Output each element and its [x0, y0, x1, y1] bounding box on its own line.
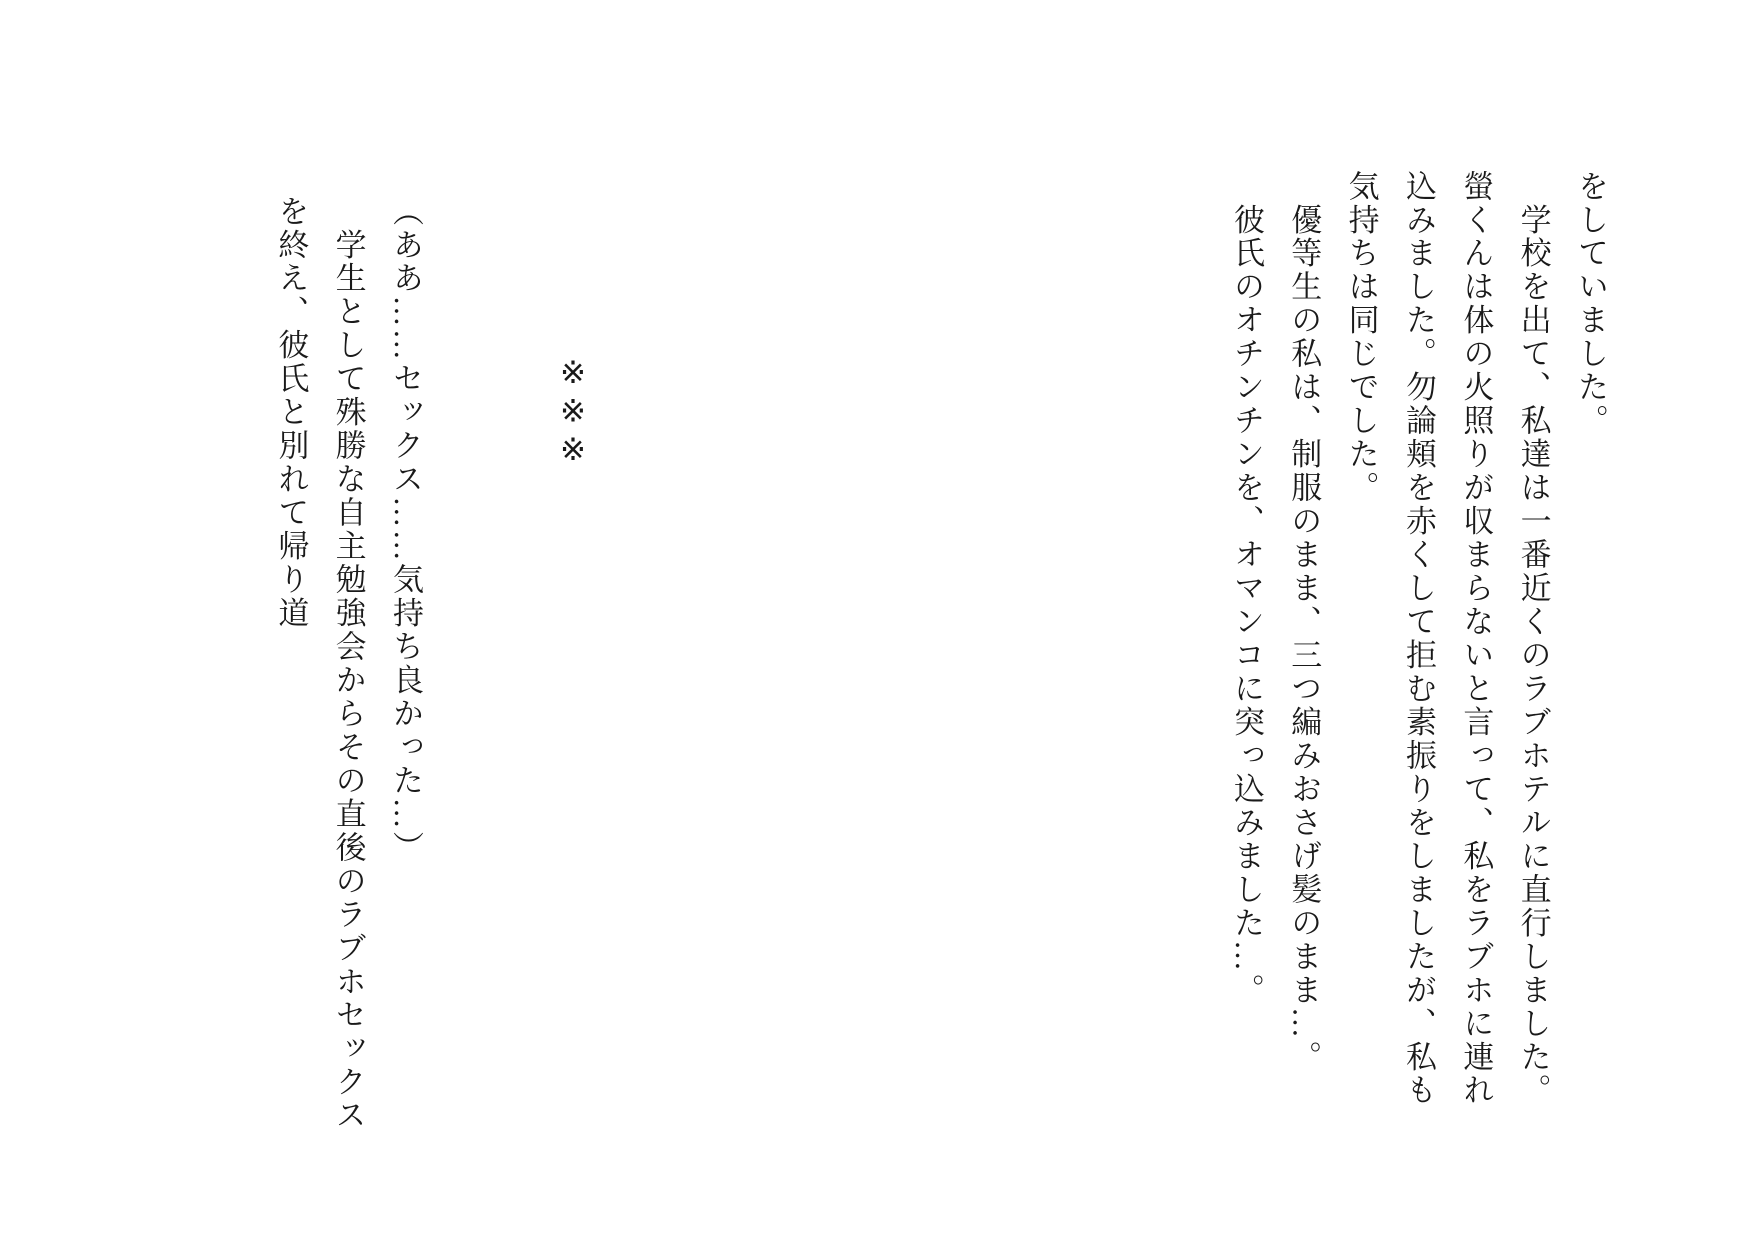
paragraph-1: をしていました。	[1573, 170, 1608, 438]
text-block-primary	[1218, 170, 1619, 1130]
paragraph-4: 彼氏のオチンチンを、オマンコに突っ込みました…。	[1228, 170, 1264, 1007]
section-divider	[545, 355, 602, 470]
paragraph-2: 学校を出て、私達は一番近くのラブホテルに直行しました。螢くんは体の火照りが収まらないと言って、私をラブホに連れ込みました。勿論頬を赤くして拒む素振りをしましたが、私も気持ちは同じでした。	[1343, 170, 1551, 1108]
text-block-secondary	[262, 195, 434, 1135]
divider-mark: ※※※	[556, 355, 591, 471]
paragraph-6: 学生として殊勝な自主勉強会からその直後のラブホセックスを終え、彼氏と別れて帰り道	[273, 195, 366, 1133]
paragraph-3: 優等生の私は、制服のまま、三つ編みおさげ髪のまま…。	[1286, 170, 1322, 1074]
paragraph-5: （ああ……セックス……気持ち良かった…）	[388, 195, 423, 865]
